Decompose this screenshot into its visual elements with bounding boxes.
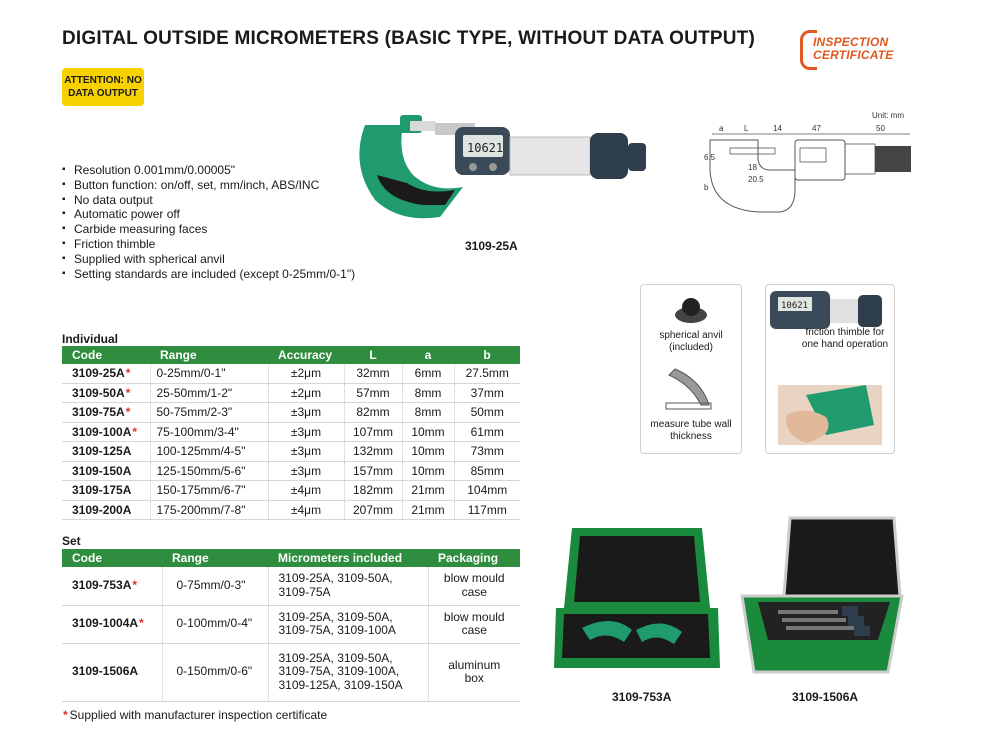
feature-list [62, 163, 414, 281]
case-753a-caption: 3109-753A [612, 690, 672, 704]
cell-range: 0-75mm/0-3" [176, 578, 246, 592]
feature-item: ▪ Supplied with spherical anvil [62, 252, 414, 267]
dim-20-5: 20.5 [748, 175, 764, 184]
cell-included-line: 3109-75A, 3109-100A, [278, 664, 400, 679]
cell-code: 3109-200A [72, 502, 132, 517]
cell-b: 61mm [470, 424, 504, 439]
cell-a: 10mm [411, 463, 445, 478]
cell-a: 10mm [411, 444, 445, 459]
set-table [62, 549, 520, 702]
cell-accuracy: ±3μm [290, 444, 322, 459]
cell-code: 3109-50A [72, 385, 125, 400]
inspection-certificate-badge [800, 30, 918, 68]
cell-packaging-line: box [464, 671, 484, 685]
dim-47: 47 [812, 124, 821, 133]
feature-item: ▪ Setting standards are included (except 0-25mm/0-1") [62, 267, 414, 282]
cell-l: 82mm [356, 405, 390, 420]
cell-a: 8mm [414, 405, 442, 420]
cell-accuracy: ±4μm [290, 483, 322, 498]
case-1506a-caption: 3109-1506A [792, 690, 859, 704]
lcd-display: 10621 [467, 141, 504, 155]
cell-code: 3109-753A [72, 578, 132, 592]
table-row [62, 383, 520, 403]
table-row [62, 403, 520, 423]
cell-range: 0-100mm/0-4" [176, 616, 253, 631]
cert-badge-line-2: CERTIFICATE [813, 48, 894, 62]
cell-code: 3109-100A [72, 424, 132, 439]
cell-accuracy: ±3μm [290, 405, 322, 420]
cell-code: 3109-75A [72, 405, 125, 420]
cell-b: 117mm [467, 502, 507, 517]
col-header: Range [150, 346, 268, 364]
cell-code: 3109-25A [72, 366, 125, 381]
dim-b: b [704, 183, 709, 192]
cell-accuracy: ±3μm [290, 424, 322, 439]
table-row [62, 605, 520, 643]
cell-code: 3109-1506A [72, 664, 139, 679]
table-row [62, 422, 520, 442]
inset-lcd: 10621 [781, 301, 809, 311]
col-header: b [454, 346, 520, 364]
col-header: L [344, 346, 402, 364]
cell-range: 150-175mm/6-7" [156, 483, 246, 498]
cell-l: 182mm [352, 483, 393, 498]
cell-accuracy: ±2μm [290, 385, 322, 400]
cell-b: 37mm [470, 385, 504, 400]
col-header: Packaging [428, 549, 520, 567]
cell-range: 50-75mm/2-3" [156, 405, 233, 420]
table-row [62, 364, 520, 383]
cell-b: 27.5mm [465, 366, 509, 381]
cell-b: 85mm [470, 463, 504, 478]
case-753a-image [552, 518, 720, 678]
col-header: Code [62, 549, 162, 567]
cell-packaging-line: case [461, 623, 487, 637]
certificate-star-icon: * [139, 616, 144, 631]
feature-item: ▪ Button function: on/off, set, mm/inch, ABS/INC [62, 178, 414, 193]
certificate-star-icon: * [132, 578, 138, 592]
feature-item: ▪ Resolution 0.001mm/0.00005" [62, 163, 414, 178]
cell-packaging-line: blow mould [443, 571, 505, 586]
certificate-star-icon: * [132, 424, 138, 439]
cell-code: 3109-125A [72, 444, 132, 459]
cell-included-line: 3109-25A, 3109-50A, [278, 609, 393, 624]
thimble-inset [765, 284, 895, 454]
col-header: Accuracy [268, 346, 344, 364]
feature-item: ▪ No data output [62, 193, 414, 208]
case-1506a-image [738, 512, 906, 680]
table-row [62, 643, 520, 701]
cell-l: 157mm [352, 463, 393, 478]
feature-item: ▪ Automatic power off [62, 207, 414, 222]
table-row [62, 500, 520, 520]
tube-label: measure tube wall thickness [650, 419, 732, 442]
cell-a: 10mm [411, 424, 445, 439]
anvil-inset [640, 284, 742, 454]
cell-included-line: 3109-25A, 3109-50A, [278, 650, 393, 665]
cell-l: 132mm [352, 444, 393, 459]
table-row [62, 481, 520, 501]
cell-included-line: 3109-25A, 3109-50A, [278, 571, 393, 586]
table-row [62, 567, 520, 605]
cell-b: 50mm [470, 405, 504, 420]
cell-accuracy: ±2μm [290, 366, 322, 381]
footnote [62, 708, 327, 722]
cell-l: 32mm [356, 366, 390, 381]
col-header: Micrometers included [268, 549, 428, 567]
col-header: a [402, 346, 454, 364]
cell-range: 0-150mm/0-6" [176, 664, 253, 679]
anvil-label: spherical anvil (included) [659, 330, 723, 353]
certificate-star-icon: * [125, 366, 131, 381]
cell-b: 104mm [467, 483, 508, 498]
cell-a: 6mm [414, 366, 442, 381]
individual-table [62, 346, 520, 520]
cell-packaging-line: aluminum [448, 657, 501, 672]
set-label: Set [62, 534, 81, 548]
cell-a: 21mm [411, 502, 445, 517]
cell-packaging-line: blow mould [443, 609, 505, 624]
cell-range: 25-50mm/1-2" [156, 385, 233, 400]
cell-l: 207mm [352, 502, 393, 517]
dim-L: L [744, 124, 749, 133]
cell-code: 3109-150A [72, 463, 132, 478]
unit-label: Unit: mm [872, 111, 904, 120]
cell-accuracy: ±3μm [290, 463, 322, 478]
cell-range: 125-150mm/5-6" [156, 463, 246, 478]
cell-a: 21mm [411, 483, 445, 498]
dim-14: 14 [773, 124, 782, 133]
main-product-caption: 3109-25A [465, 239, 518, 253]
cell-included-line: 3109-125A, 3109-150A [278, 677, 403, 692]
cert-badge-line-1: INSPECTION [813, 35, 889, 49]
attention-badge: ATTENTION: NO DATA OUTPUT [62, 68, 144, 106]
cell-accuracy: ±4μm [290, 502, 322, 517]
cell-l: 107mm [352, 424, 393, 439]
footnote-text: Supplied with manufacturer inspection certificate [69, 708, 328, 722]
col-header: Code [62, 346, 150, 364]
feature-item: ▪ Friction thimble [62, 237, 414, 252]
table-row [62, 442, 520, 462]
dim-18: 18 [748, 163, 757, 172]
dimension-diagram [700, 110, 920, 225]
feature-item: ▪ Carbide measuring faces [62, 222, 414, 237]
cell-range: 0-25mm/0-1" [156, 366, 226, 381]
dim-50: 50 [876, 124, 885, 133]
table-row [62, 461, 520, 481]
cell-code: 3109-1004A [72, 616, 139, 631]
individual-label: Individual [62, 332, 119, 346]
cell-included-line: 3109-75A [278, 584, 331, 599]
certificate-star-icon: * [125, 385, 131, 400]
cell-code: 3109-175A [72, 483, 132, 498]
thimble-label: friction thimble for one hand operation [801, 327, 889, 350]
cell-range: 175-200mm/7-8" [156, 502, 246, 517]
cell-range: 100-125mm/4-5" [156, 444, 246, 459]
cell-packaging-line: case [461, 584, 487, 599]
certificate-star-icon: * [125, 405, 131, 420]
page-title: DIGITAL OUTSIDE MICROMETERS (BASIC TYPE, WITHOUT DATA OUTPUT) [62, 28, 756, 49]
cell-l: 57mm [356, 385, 390, 400]
dim-a: a [719, 124, 724, 133]
cell-included-line: 3109-75A, 3109-100A [278, 623, 396, 637]
cell-range: 75-100mm/3-4" [156, 424, 239, 439]
cell-a: 8mm [414, 385, 442, 400]
dim-6-5: 6.5 [704, 153, 716, 162]
certificate-star-icon: * [63, 708, 68, 722]
cell-b: 73mm [470, 444, 504, 459]
col-header: Range [162, 549, 268, 567]
